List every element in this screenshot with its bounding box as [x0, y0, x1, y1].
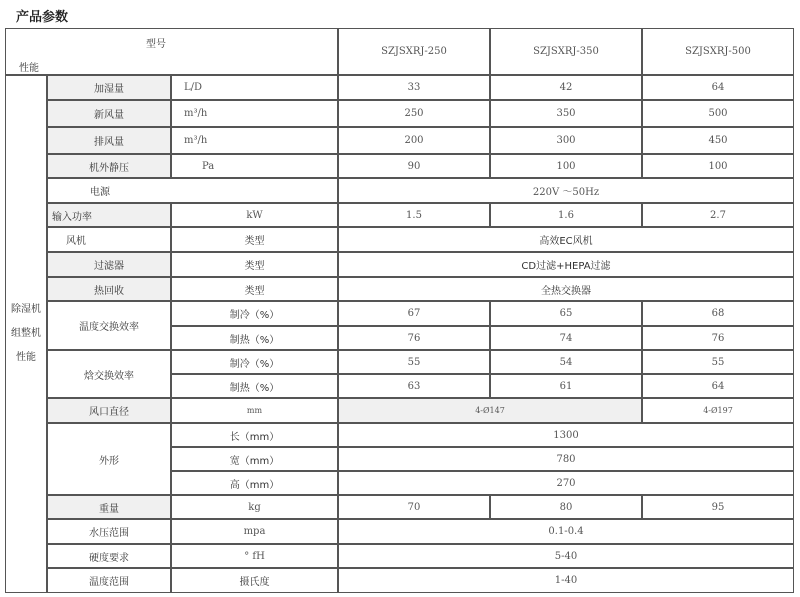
- label-length: 长（mm）: [171, 423, 338, 447]
- row-label-duct-diameter: 风口直径: [47, 398, 171, 423]
- value-fresh-air-250: 250: [338, 100, 490, 127]
- row-label-water-pressure: 水压范围: [47, 519, 171, 544]
- value-humidification-250: 33: [338, 75, 490, 100]
- value-enth-eff-cooling-250: 55: [338, 350, 490, 374]
- value-duct-diameter-250-350: 4-Ø147: [338, 398, 642, 423]
- row-label-hardness: 硬度要求: [47, 544, 171, 568]
- row-label-filter: 过滤器: [47, 252, 171, 277]
- value-temp-eff-cooling-250: 67: [338, 301, 490, 326]
- row-label-power-supply: 电源: [47, 178, 338, 203]
- value-fresh-air-350: 350: [490, 100, 642, 127]
- label-enthalpy-efficiency-heating: 制热（%）: [171, 374, 338, 398]
- label-enthalpy-efficiency-cooling: 制冷（%）: [171, 350, 338, 374]
- value-temp-eff-cooling-350: 65: [490, 301, 642, 326]
- section-label-line-1: 除湿机: [11, 304, 41, 315]
- performance-header-label: 性能: [19, 63, 39, 74]
- row-label-humidification: 加湿量: [47, 75, 171, 100]
- value-temp-eff-cooling-500: 68: [642, 301, 794, 326]
- value-filter: CD过滤+HEPA过滤: [338, 252, 794, 277]
- row-label-fresh-air: 新风量: [47, 100, 171, 127]
- value-temp-eff-heating-350: 74: [490, 326, 642, 350]
- header-corner-cell: [5, 28, 338, 75]
- row-label-enthalpy-efficiency: 焓交换效率: [47, 350, 171, 398]
- value-input-power-250: 1.5: [338, 203, 490, 227]
- unit-fresh-air: m³/h: [171, 100, 338, 127]
- row-label-input-power: 输入功率: [47, 203, 171, 227]
- unit-weight: kg: [171, 495, 338, 519]
- row-label-dimensions: 外形: [47, 423, 171, 495]
- model-header-350: SZJSXRJ-350: [490, 28, 642, 75]
- type-label-filter: 类型: [171, 252, 338, 277]
- row-label-exhaust-air: 排风量: [47, 127, 171, 154]
- value-static-pressure-350: 100: [490, 154, 642, 178]
- value-power-supply: 220V ～50Hz: [338, 178, 794, 203]
- unit-exhaust-air: m³/h: [171, 127, 338, 154]
- value-fan: 高效EC风机: [338, 227, 794, 252]
- row-label-temperature-efficiency: 温度交换效率: [47, 301, 171, 350]
- row-label-fan: 风机: [47, 227, 171, 252]
- model-header-250: SZJSXRJ-250: [338, 28, 490, 75]
- value-fresh-air-500: 500: [642, 100, 794, 127]
- section-label-cell: [5, 75, 47, 593]
- section-label-line-2: 组整机: [11, 328, 41, 339]
- label-width: 宽（mm）: [171, 447, 338, 471]
- unit-hardness: ° fH: [171, 544, 338, 568]
- label-temperature-efficiency-cooling: 制冷（%）: [171, 301, 338, 326]
- value-exhaust-air-250: 200: [338, 127, 490, 154]
- value-weight-500: 95: [642, 495, 794, 519]
- label-height: 高（mm）: [171, 471, 338, 495]
- model-header-label: 型号: [146, 39, 166, 50]
- section-label-line-3: 性能: [16, 352, 36, 363]
- row-label-temperature-range: 温度范围: [47, 568, 171, 593]
- value-weight-350: 80: [490, 495, 642, 519]
- value-static-pressure-500: 100: [642, 154, 794, 178]
- unit-temperature-range: 摄氏度: [171, 568, 338, 593]
- value-heat-recovery: 全热交换器: [338, 277, 794, 301]
- label-temperature-efficiency-heating: 制热（%）: [171, 326, 338, 350]
- type-label-heat-recovery: 类型: [171, 277, 338, 301]
- value-enth-eff-cooling-500: 55: [642, 350, 794, 374]
- row-label-static-pressure: 机外静压: [47, 154, 171, 178]
- row-label-heat-recovery: 热回收: [47, 277, 171, 301]
- unit-input-power: kW: [171, 203, 338, 227]
- unit-duct-diameter: mm: [171, 398, 338, 423]
- type-label-fan: 类型: [171, 227, 338, 252]
- value-temp-eff-heating-500: 76: [642, 326, 794, 350]
- value-width: 780: [338, 447, 794, 471]
- unit-water-pressure: mpa: [171, 519, 338, 544]
- value-duct-diameter-500: 4-Ø197: [642, 398, 794, 423]
- value-hardness: 5-40: [338, 544, 794, 568]
- value-input-power-500: 2.7: [642, 203, 794, 227]
- value-exhaust-air-350: 300: [490, 127, 642, 154]
- value-enth-eff-cooling-350: 54: [490, 350, 642, 374]
- value-exhaust-air-500: 450: [642, 127, 794, 154]
- value-temp-eff-heating-250: 76: [338, 326, 490, 350]
- value-height: 270: [338, 471, 794, 495]
- value-weight-250: 70: [338, 495, 490, 519]
- row-label-weight: 重量: [47, 495, 171, 519]
- value-length: 1300: [338, 423, 794, 447]
- value-enth-eff-heating-350: 61: [490, 374, 642, 398]
- value-water-pressure: 0.1-0.4: [338, 519, 794, 544]
- value-humidification-500: 64: [642, 75, 794, 100]
- value-enth-eff-heating-500: 64: [642, 374, 794, 398]
- unit-humidification: L/D: [171, 75, 338, 100]
- value-humidification-350: 42: [490, 75, 642, 100]
- value-enth-eff-heating-250: 63: [338, 374, 490, 398]
- value-temperature-range: 1-40: [338, 568, 794, 593]
- unit-static-pressure: Pa: [171, 154, 338, 178]
- page-title: 产品参数: [16, 10, 69, 25]
- value-static-pressure-250: 90: [338, 154, 490, 178]
- model-header-500: SZJSXRJ-500: [642, 28, 794, 75]
- value-input-power-350: 1.6: [490, 203, 642, 227]
